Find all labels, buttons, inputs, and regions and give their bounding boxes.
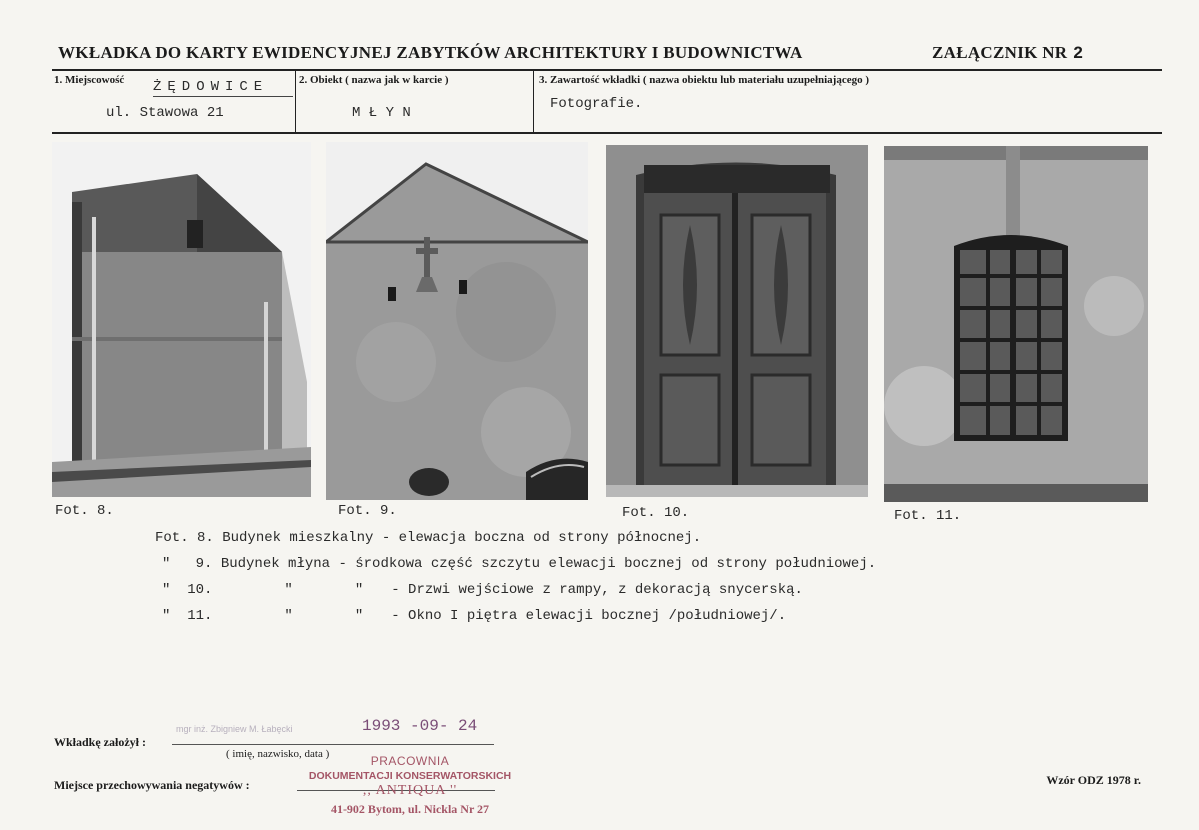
photo-11 [884,146,1148,502]
object-label: 2. Obiekt ( nazwa jak w karcie ) [299,74,449,86]
caption-11: " 11. " " - Okno I piętra elewacji bocznej /południowej/. [162,608,787,624]
founded-date: 1993 -09- 24 [362,717,478,735]
photo-label-10: Fot. 10. [622,505,690,521]
caption-9: " 9. Budynek młyna - środkowa część szczytu elewacji bocznej od strony południowej. [162,556,877,572]
street-value: ul. Stawowa 21 [106,105,224,121]
divider-1 [295,71,296,132]
annex-label: ZAŁĄCZNIK NR 2 [932,43,1084,62]
form-title: WKŁADKA DO KARTY EWIDENCYJNEJ ZABYTKÓW ARCHITEKTURY I BUDOWNICTWA [58,43,803,62]
photo-8 [52,142,311,497]
founder-hint: ( imię, nazwisko, data ) [226,748,330,760]
photo-10 [606,145,868,497]
founder-name: mgr inż. Zbigniew M. Łabęcki [176,724,293,734]
header-rule [52,69,1162,71]
photo-9 [326,142,588,500]
negatives-label: Miejsce przechowywania negatywów : [54,778,250,792]
caption-10: " 10. " " - Drzwi wejściowe z rampy, z dekoracją snycerską. [162,582,803,598]
caption-8: Fot. 8. Budynek mieszkalny - elewacja boczna od strony północnej. [155,530,702,546]
photo-label-8: Fot. 8. [55,503,114,519]
content-label: 3. Zawartość wkładki ( nazwa obiektu lub materiału uzupełniającego ) [539,74,870,86]
photo-label-11: Fot. 11. [894,508,962,524]
founded-label: Wkładkę założył : [54,735,146,749]
content-value: Fotografie. [550,96,643,112]
template-note: Wzór ODZ 1978 r. [1046,773,1141,787]
signature-line [172,744,494,745]
institution-stamp: PRACOWNIA DOKUMENTACJI KONSERWATORSKICH ,, ANTIQUA '' 41-902 Bytom, ul. Nickla Nr 27 [308,754,512,816]
fields-bottom-rule [52,132,1162,134]
divider-2 [533,71,534,132]
photo-label-9: Fot. 9. [338,503,397,519]
annex-number: 2 [1073,43,1084,62]
locality-label: 1. Miejscowość [54,74,125,86]
locality-value: ŻĘDOWICE [153,79,293,97]
object-value: M Ł Y N [352,105,411,121]
